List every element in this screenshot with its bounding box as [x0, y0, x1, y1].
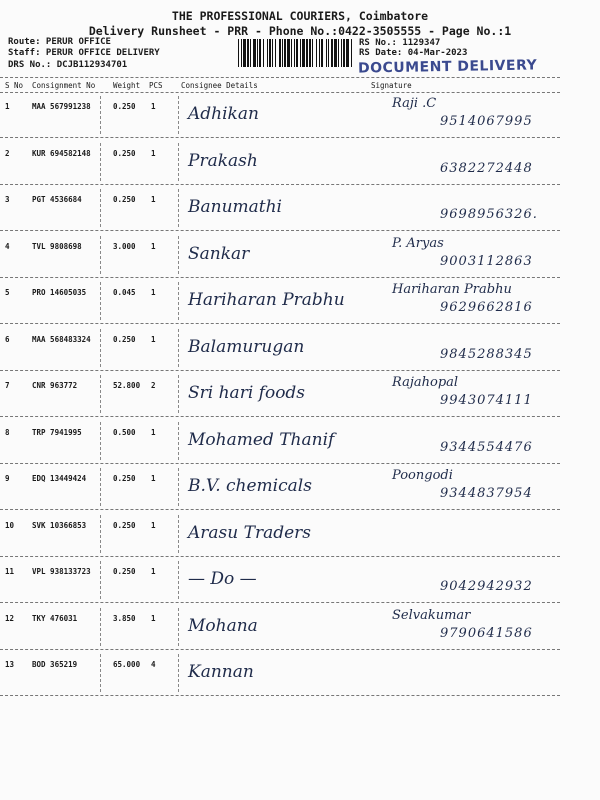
row-divider — [100, 422, 101, 460]
row-consignment-no: MAA 567991238 — [32, 102, 91, 111]
row-pcs: 2 — [151, 381, 156, 390]
row-consignment-no: VPL 938133723 — [32, 567, 91, 576]
row-phone-handwritten: 9042942932 — [440, 579, 533, 594]
row-weight: 3.000 — [113, 241, 136, 251]
row-pcs: 1 — [151, 288, 156, 297]
row-sno: 1 — [5, 102, 10, 111]
row-pcs: 1 — [151, 613, 156, 623]
row-weight: 0.250 — [113, 148, 136, 158]
row-consignment-no: CNR 963772 — [32, 381, 78, 390]
row-weight: 0.250 — [113, 567, 136, 576]
row-phone-handwritten: 9514067995 — [440, 114, 533, 129]
table-row — [0, 371, 600, 417]
col-sno: S No — [5, 81, 24, 90]
row-divider — [178, 375, 179, 413]
row-signature-handwritten: Raji .C — [392, 96, 437, 111]
rs-number: RS No.: 1129347 — [359, 38, 441, 48]
row-weight: 0.250 — [113, 334, 136, 344]
row-consignment-no: KUR 694582148 — [32, 148, 91, 158]
row-phone-handwritten: 9344837954 — [440, 486, 533, 501]
row-consignment-no: EDQ 13449424 — [32, 474, 87, 483]
row-signature-handwritten: Rajahopal — [392, 375, 459, 390]
row-consignee-handwritten: Adhikan — [188, 104, 259, 124]
table-row — [0, 464, 600, 510]
row-divider — [178, 561, 179, 599]
row-divider — [100, 282, 101, 320]
row-separator — [0, 695, 560, 696]
row-weight: 0.250 — [113, 520, 136, 530]
row-consignee-handwritten: Mohamed Thanif — [188, 429, 335, 450]
row-consignee-handwritten: B.V. chemicals — [188, 476, 312, 496]
col-consignment: Consignment No — [32, 81, 96, 90]
row-divider — [100, 375, 101, 413]
row-consignee-handwritten: Hariharan Prabhu — [188, 290, 345, 310]
row-consignment-no: PRO 14605035 — [32, 288, 87, 297]
row-weight: 0.250 — [113, 102, 136, 111]
row-weight: 3.850 — [113, 613, 136, 623]
row-divider — [100, 515, 101, 553]
row-divider — [178, 468, 179, 506]
row-consignee-handwritten: Prakash — [188, 150, 258, 171]
table-row — [0, 557, 600, 603]
row-phone-handwritten: 9845288345 — [440, 346, 533, 362]
row-consignment-no: MAA 568483324 — [32, 334, 91, 344]
row-divider — [100, 236, 101, 274]
row-divider — [100, 143, 101, 181]
row-divider — [178, 282, 179, 320]
row-divider — [178, 236, 179, 274]
row-consignment-no: SVK 10366853 — [32, 520, 87, 530]
document-delivery-stamp: DOCUMENT DELIVERY — [357, 57, 538, 77]
table-row — [0, 325, 600, 371]
row-pcs: 1 — [151, 102, 156, 111]
runsheet-subtitle: Delivery Runsheet - PRR - Phone No.:0422-3505555 - Page No.:1 — [88, 24, 512, 38]
row-consignment-no: TVL 9808698 — [32, 241, 82, 251]
row-weight: 0.045 — [113, 288, 136, 297]
table-row — [0, 139, 600, 185]
row-divider — [100, 329, 101, 367]
row-divider — [100, 608, 101, 646]
col-pcs: PCS — [149, 81, 163, 90]
row-sno: 4 — [5, 241, 10, 251]
row-consignee-handwritten: Mohana — [188, 615, 258, 636]
staff-label: Staff: PERUR OFFICE DELIVERY — [8, 48, 160, 58]
column-headers — [0, 78, 600, 92]
row-sno: 9 — [5, 474, 10, 483]
row-consignment-no: TRP 7941995 — [32, 427, 82, 437]
row-sno: 5 — [5, 288, 10, 297]
row-sno: 8 — [5, 427, 10, 437]
row-divider — [100, 468, 101, 506]
row-weight: 0.500 — [113, 427, 136, 437]
table-row — [0, 418, 600, 464]
row-pcs: 4 — [151, 660, 156, 669]
table-row — [0, 650, 600, 696]
table-row — [0, 232, 600, 278]
row-sno: 11 — [5, 567, 15, 576]
row-consignee-handwritten: Banumathi — [188, 197, 282, 217]
row-weight: 0.250 — [113, 195, 136, 204]
row-divider — [100, 561, 101, 599]
row-divider — [100, 654, 101, 692]
row-weight: 65.000 — [113, 660, 141, 669]
row-sno: 6 — [5, 334, 10, 344]
row-consignment-no: PGT 4536684 — [32, 195, 82, 204]
row-consignee-handwritten: — Do — — [188, 569, 257, 589]
row-phone-handwritten: 6382272448 — [440, 160, 533, 176]
row-phone-handwritten: 9790641586 — [440, 625, 533, 641]
row-pcs: 1 — [151, 148, 156, 158]
row-consignee-handwritten: Arasu Traders — [188, 522, 312, 543]
drs-number: DRS No.: DCJB112934701 — [8, 60, 128, 70]
row-weight: 52.800 — [113, 381, 141, 390]
row-divider — [178, 189, 179, 227]
row-pcs: 1 — [151, 567, 156, 576]
row-sno: 3 — [5, 195, 10, 204]
row-sno: 2 — [5, 148, 10, 158]
row-divider — [178, 329, 179, 367]
col-signature: Signature — [371, 81, 412, 90]
row-divider — [100, 189, 101, 227]
row-consignee-handwritten: Sri hari foods — [188, 383, 306, 403]
row-pcs: 1 — [151, 520, 156, 530]
route-label: Route: PERUR OFFICE — [8, 37, 111, 47]
row-divider — [178, 654, 179, 692]
row-sno: 7 — [5, 381, 10, 390]
row-phone-handwritten: 9344554476 — [440, 439, 533, 455]
row-divider — [100, 96, 101, 134]
row-phone-handwritten: 9629662816 — [440, 300, 533, 315]
row-consignee-handwritten: Sankar — [188, 243, 250, 264]
table-row — [0, 604, 600, 650]
table-row — [0, 185, 600, 231]
row-divider — [178, 515, 179, 553]
row-signature-handwritten: Hariharan Prabhu — [392, 282, 512, 297]
row-consignee-handwritten: Balamurugan — [188, 336, 305, 357]
row-sno: 10 — [5, 520, 15, 530]
row-phone-handwritten: 9698956326. — [440, 207, 538, 222]
row-signature-handwritten: Selvakumar — [392, 607, 471, 623]
table-row — [0, 278, 600, 324]
row-weight: 0.250 — [113, 474, 136, 483]
row-divider — [178, 608, 179, 646]
row-signature-handwritten: P. Aryas — [392, 235, 444, 251]
row-signature-handwritten: Poongodi — [392, 468, 453, 483]
row-pcs: 1 — [151, 427, 156, 437]
row-consignment-no: TKY 476031 — [32, 613, 78, 623]
barcode-image — [238, 39, 352, 67]
row-divider — [178, 422, 179, 460]
row-sno: 12 — [5, 613, 15, 623]
row-consignee-handwritten: Kannan — [188, 662, 254, 682]
rs-date: RS Date: 04-Mar-2023 — [359, 48, 468, 58]
table-row — [0, 92, 600, 138]
col-consignee: Consignee Details — [181, 81, 258, 90]
row-pcs: 1 — [151, 334, 156, 344]
row-pcs: 1 — [151, 195, 156, 204]
row-phone-handwritten: 9943074111 — [440, 393, 533, 408]
row-divider — [178, 143, 179, 181]
table-row — [0, 511, 600, 557]
row-phone-handwritten: 9003112863 — [440, 253, 533, 269]
row-consignment-no: BOD 365219 — [32, 660, 78, 669]
row-sno: 13 — [5, 660, 15, 669]
col-weight: Weight — [113, 81, 141, 90]
row-pcs: 1 — [151, 474, 156, 483]
row-divider — [178, 96, 179, 134]
row-pcs: 1 — [151, 241, 156, 251]
runsheet-title: THE PROFESSIONAL COURIERS, Coimbatore — [171, 9, 429, 23]
